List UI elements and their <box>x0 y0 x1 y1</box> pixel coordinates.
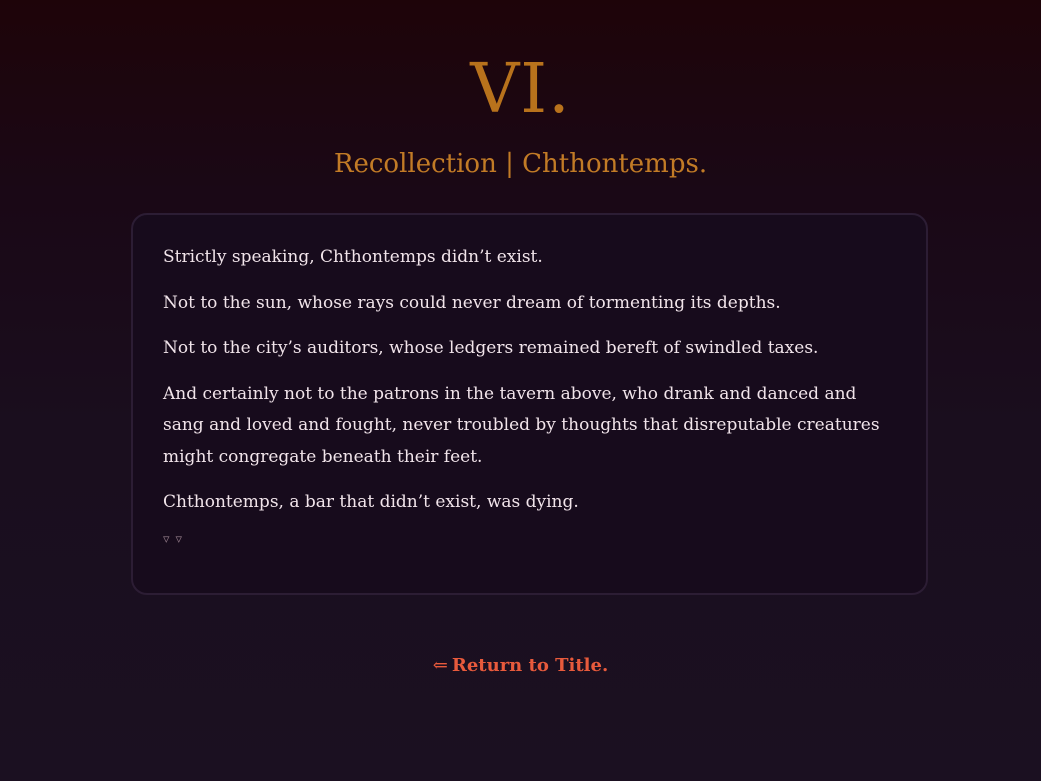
continue-arrow-icon: ▿ <box>163 531 170 547</box>
return-to-title-label: Return to Title. <box>451 655 609 676</box>
story-panel[interactable] <box>131 213 928 595</box>
continue-indicator[interactable] <box>163 533 896 547</box>
story-paragraph: Not to the city’s auditors, whose ledgers remained bereft of swindled taxes. <box>163 338 819 358</box>
story-paragraph: And certainly not to the patrons in the tavern above, who drank and danced and sang and loved and fought, never troubled by thoughts that disreputable creatures might congregate beneath their feet. <box>163 383 880 467</box>
chapter-number: VI. <box>470 50 571 129</box>
continue-arrow-icon: ▿ <box>175 531 183 547</box>
story-paragraph: Chthontemps, a bar that didn’t exist, was dying. <box>163 492 579 512</box>
story-paragraph: Strictly speaking, Chthontemps didn’t exist. <box>163 247 543 267</box>
chapter-title: Recollection | Chthontemps. <box>333 149 708 179</box>
left-double-arrow-icon: ⇐ <box>432 655 448 676</box>
story-paragraph: Not to the sun, whose rays could never dream of tormenting its depths. <box>163 292 781 313</box>
return-to-title-link[interactable] <box>0 652 1041 680</box>
